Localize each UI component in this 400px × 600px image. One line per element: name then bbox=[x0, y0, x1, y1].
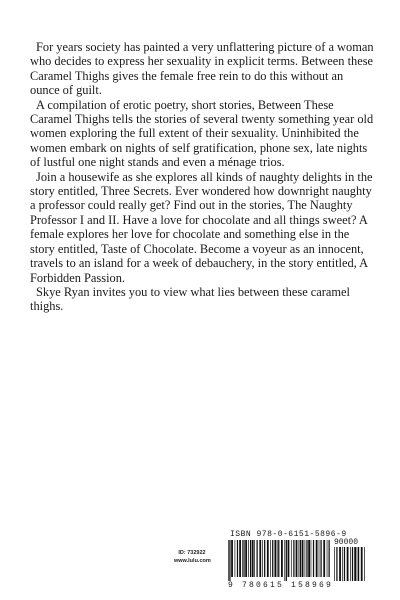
barcode-bar bbox=[339, 547, 341, 581]
barcode-bar bbox=[354, 547, 356, 581]
barcode-bar bbox=[344, 547, 345, 581]
barcode-bar bbox=[237, 540, 238, 577]
book-blurb bbox=[30, 40, 375, 314]
barcode-bar bbox=[320, 540, 321, 577]
barcode-bar bbox=[248, 540, 249, 577]
barcode-bar bbox=[245, 540, 247, 577]
barcode-bar bbox=[288, 540, 290, 577]
barcode-bar bbox=[286, 540, 287, 581]
barcode-bar bbox=[334, 547, 335, 581]
barcode-bar bbox=[231, 540, 233, 577]
addon-code: 90000 bbox=[334, 538, 359, 547]
barcode-bar bbox=[264, 540, 265, 577]
barcode-bar bbox=[327, 540, 328, 577]
barcode-bar bbox=[259, 540, 261, 577]
barcode-bar bbox=[274, 540, 276, 577]
isbn-barcode bbox=[228, 530, 368, 590]
barcode-bar bbox=[311, 540, 312, 577]
barcode-bar bbox=[350, 547, 351, 581]
price-addon-bars bbox=[334, 547, 366, 585]
barcode-bar bbox=[313, 540, 314, 577]
barcode-bar bbox=[296, 540, 298, 577]
blurb-paragraph: Skye Ryan invites you to view what lies between these caramel thighs. bbox=[30, 284, 351, 314]
barcode-bar bbox=[319, 540, 320, 577]
barcode-bar bbox=[291, 540, 292, 577]
barcode-bar bbox=[347, 547, 349, 581]
barcode-bar bbox=[270, 540, 271, 577]
barcode-bar bbox=[229, 540, 230, 581]
barcode-bar bbox=[302, 540, 304, 577]
barcode-bar bbox=[308, 540, 310, 577]
barcode-bar bbox=[284, 540, 285, 581]
blurb-paragraph: Join a housewife as she explores all kinds of naughty delights in the story entitled, Three Secrets. Ever wondered how downright naughty a professor could really get? Find out in the stories, The Naughty Professor I and II. Have a love for chocolate and all things sweet? A female explores her love for chocolate and something else in the story entitled, Taste of Chocolate. Become a voyeur as an innocent, travels to an island for a week of debauchery, in the story entitled, A Forbidden Passion. bbox=[30, 169, 373, 285]
barcode-bar bbox=[278, 540, 279, 577]
isbn-label: ISBN 978-0-6151-5896-9 bbox=[230, 530, 347, 539]
barcode-bar bbox=[357, 547, 358, 581]
barcode-bar bbox=[300, 540, 301, 577]
barcode-bar bbox=[254, 540, 255, 577]
barcode-bar bbox=[306, 540, 307, 577]
barcode-bar bbox=[257, 540, 258, 577]
barcode-bar bbox=[364, 547, 365, 581]
barcode-bar bbox=[228, 540, 229, 581]
barcode-bar bbox=[361, 547, 363, 581]
publisher-id: ID: 732922 bbox=[178, 550, 206, 556]
barcode-bar bbox=[267, 540, 269, 577]
barcode-bar bbox=[358, 547, 359, 581]
barcode-digits: 9 780615 158969 bbox=[228, 581, 334, 590]
blurb-paragraph: A compilation of erotic poetry, short stories, Between These Caramel Thighs tells the stories of several twenty something year old women exploring the full extent of their sexuality. Uninhibited the women embark on nights of self gratification, phone sex, late nights of lustful one night stands and even a ménage trios. bbox=[30, 97, 374, 170]
barcode-bar bbox=[242, 540, 243, 577]
barcode-bar bbox=[239, 540, 241, 577]
barcode-bar bbox=[252, 540, 254, 577]
barcode-bar bbox=[352, 547, 353, 581]
barcode-bar bbox=[272, 540, 273, 577]
ean13-bars bbox=[228, 540, 330, 581]
barcode-bar bbox=[250, 540, 251, 577]
barcode-bar bbox=[235, 540, 236, 577]
barcode-bar bbox=[305, 540, 306, 577]
barcode-bar bbox=[262, 540, 263, 577]
barcode-bar bbox=[299, 540, 300, 577]
barcode-bar bbox=[293, 540, 294, 577]
publisher-url: www.lulu.com bbox=[174, 558, 211, 564]
barcode-bar bbox=[316, 540, 318, 577]
barcode-bar bbox=[281, 540, 283, 577]
barcode-bar bbox=[243, 540, 244, 577]
publisher-stamp bbox=[174, 549, 210, 565]
barcode-bar bbox=[342, 547, 343, 581]
barcode-bar bbox=[323, 540, 325, 577]
blurb-paragraph: For years society has painted a very unflattering picture of a woman who decides to express her sexuality in explicit terms. Between these Caramel Thighs gives the female free rein to do this without an ounce of guilt. bbox=[30, 40, 374, 98]
barcode-bar bbox=[329, 540, 330, 577]
barcode-bar bbox=[277, 540, 278, 577]
barcode-bar bbox=[336, 547, 337, 581]
